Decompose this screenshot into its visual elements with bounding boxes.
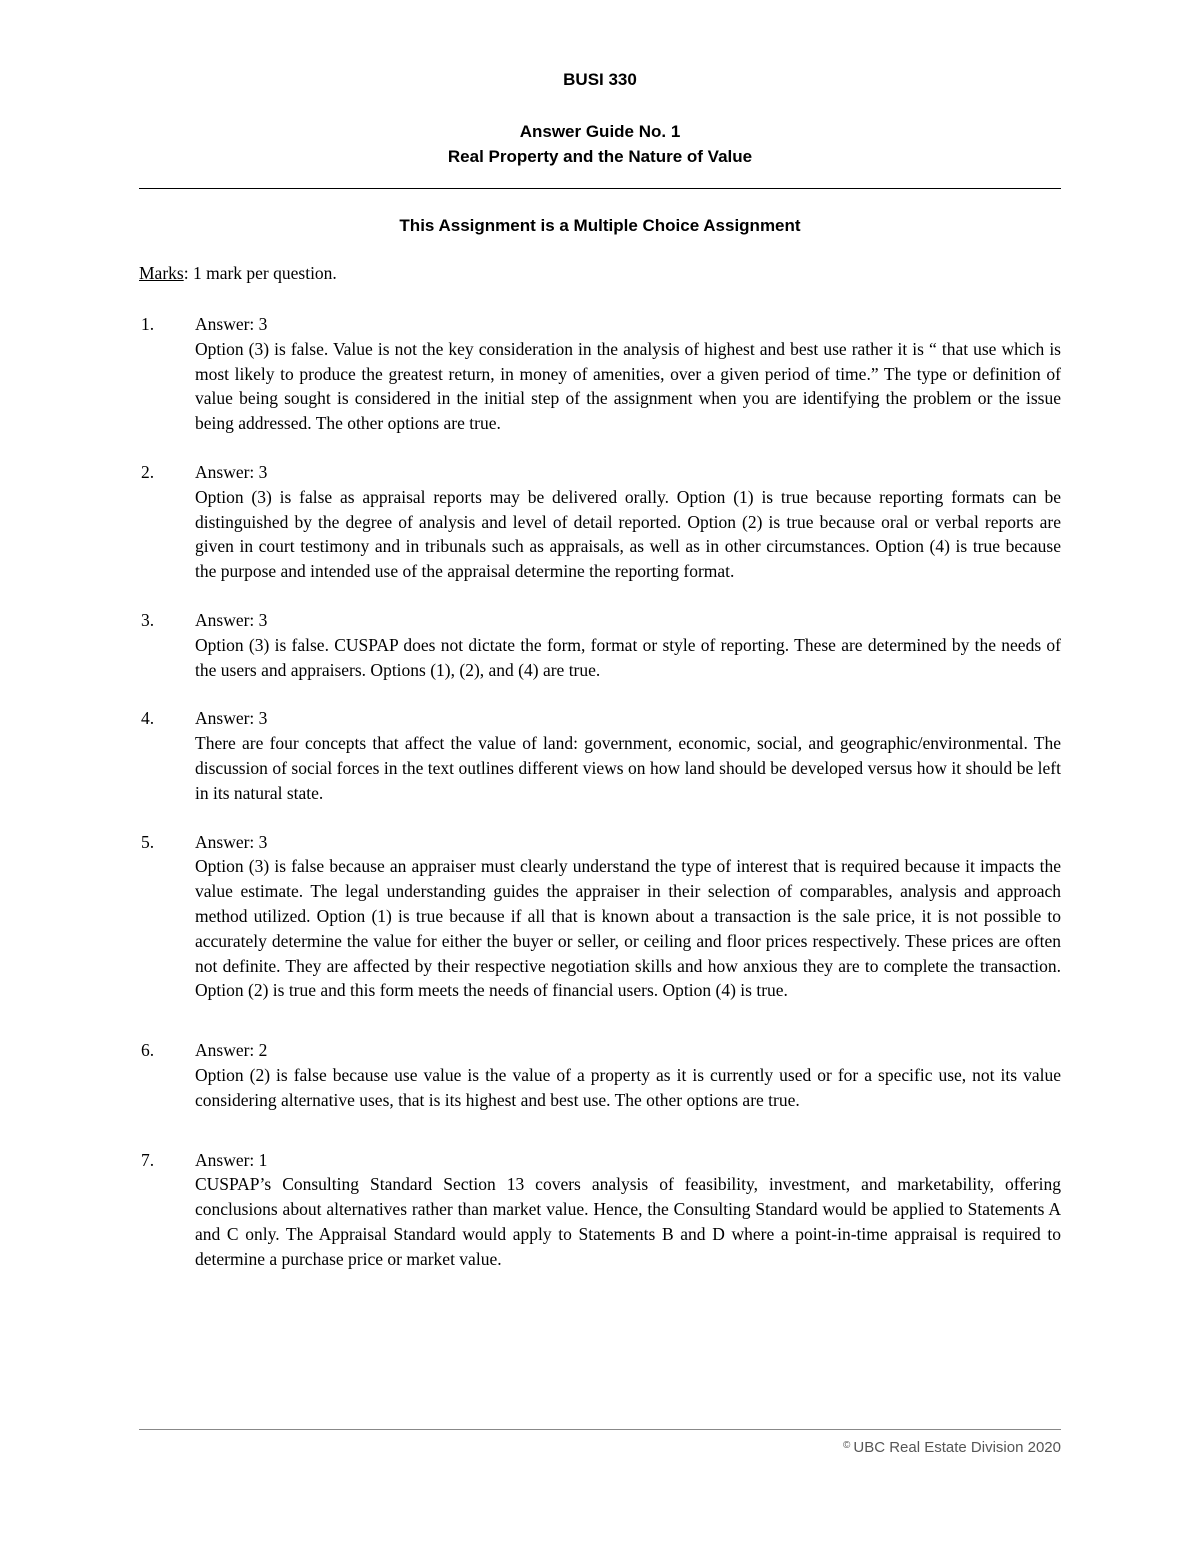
- question-number: 2.: [141, 461, 155, 482]
- answer-label: Answer:: [195, 708, 259, 729]
- answer-item-4: [139, 706, 1061, 805]
- footer-text: UBC Real Estate Division 2020: [853, 1439, 1061, 1456]
- answer-value: 3: [258, 831, 268, 852]
- marks-text: : 1 mark per question.: [183, 263, 337, 283]
- marks-line: [139, 263, 337, 284]
- answer-label: Answer:: [195, 831, 259, 852]
- answer-explanation: CUSPAP’s Consulting Standard Section 13 covers analysis of feasibility, investment, and marketability, offering conclusions about alternatives rather than market value. Hence, the Consulting Standard would be applied to Statements A and C only. The Appraisal Standard would apply to Statements B and D where a point-in-time appraisal is required to determine a purchase price or market value.: [195, 1174, 1061, 1269]
- question-number: 1.: [141, 314, 155, 334]
- copyright-symbol: ©: [843, 1440, 851, 1451]
- question-number: 4.: [141, 708, 155, 729]
- answer-explanation: Option (3) is false because an appraiser must clearly understand the type of interest that is required because it impacts the value estimate. The legal understanding guides the appraiser in their selection of comparables, analysis and approach method utilized. Option (1) is true because if all that is known about a transaction is the sale price, it is not possible to accurately determine the value for either the buyer or seller, or ceiling and floor prices respectively. These prices are often not definite. They are affected by their respective negotiation skills and how anxious they are to complete the transaction. Option (2) is true and this form meets the needs of financial users. Option (4) is true.: [195, 856, 1061, 1001]
- answer-value: 3: [258, 314, 268, 334]
- answer-line: [195, 460, 1061, 485]
- answer-list: [139, 312, 1061, 1272]
- marks-label: Marks: [139, 263, 184, 283]
- question-number: 6.: [141, 1040, 155, 1061]
- answer-item-5: [139, 830, 1061, 1004]
- header-divider: [139, 188, 1061, 189]
- answer-line: [195, 706, 1061, 731]
- answer-line: [195, 1038, 1061, 1063]
- guide-title: Answer Guide No. 1: [519, 122, 681, 141]
- answer-explanation: Option (2) is false because use value is the value of a property as it is currently used or for a specific use, not its value considering alternative uses, that is its highest and best use. The other options are true.: [195, 1064, 1061, 1110]
- answer-line: [195, 830, 1061, 855]
- guide-heading: [0, 119, 1200, 169]
- assignment-type: This Assignment is a Multiple Choice Assignment: [399, 216, 801, 235]
- answer-label: Answer:: [195, 1040, 259, 1061]
- question-number: 3.: [141, 609, 155, 630]
- answer-item-3: [139, 608, 1061, 682]
- footer-divider: [139, 1429, 1061, 1430]
- answer-value: 3: [258, 609, 268, 630]
- guide-subtitle: Real Property and the Nature of Value: [447, 147, 753, 166]
- question-number: 5.: [141, 831, 155, 852]
- answer-item-7: [139, 1148, 1061, 1272]
- answer-line: [195, 312, 1061, 337]
- answer-label: Answer:: [195, 314, 259, 334]
- footer-copyright: [843, 1439, 1061, 1456]
- answer-label: Answer:: [195, 1149, 259, 1170]
- answer-value: 2: [258, 1040, 268, 1061]
- answer-line: [195, 608, 1061, 633]
- answer-explanation: Option (3) is false. Value is not the key consideration in the analysis of highest and best use rather it is “ that use which is most likely to produce the greatest return, in money of amenities, over a given period of time.” The type or definition of value being sought is considered in the initial step of the assignment when you are identifying the problem or the issue being addressed. The other options are true.: [195, 338, 1061, 434]
- answer-label: Answer:: [195, 609, 259, 630]
- answer-line: [195, 1148, 1061, 1173]
- answer-item-6: [139, 1038, 1061, 1112]
- answer-item-1: [139, 312, 1061, 436]
- answer-label: Answer:: [195, 461, 259, 482]
- answer-item-2: [139, 460, 1061, 584]
- answer-value: 3: [258, 461, 268, 482]
- answer-explanation: Option (3) is false. CUSPAP does not dictate the form, format or style of reporting. These are determined by the needs of the users and appraisers. Options (1), (2), and (4) are true.: [195, 634, 1061, 680]
- answer-explanation: There are four concepts that affect the value of land: government, economic, social, and geographic/environmental. The discussion of social forces in the text outlines different views on how land should be developed versus how it should be left in its natural state.: [195, 733, 1061, 803]
- question-number: 7.: [141, 1149, 155, 1170]
- answer-explanation: Option (3) is false as appraisal reports may be delivered orally. Option (1) is true because reporting formats can be distinguished by the degree of analysis and level of detail reported. Option (2) is true because oral or verbal reports are given in court testimony and in tribunals such as appraisals, as well as in other circumstances. Option (4) is true because the purpose and intended use of the appraisal determine the reporting format.: [195, 486, 1061, 582]
- course-code: BUSI 330: [563, 70, 637, 89]
- answer-value: 1: [258, 1149, 268, 1170]
- answer-value: 3: [258, 708, 268, 729]
